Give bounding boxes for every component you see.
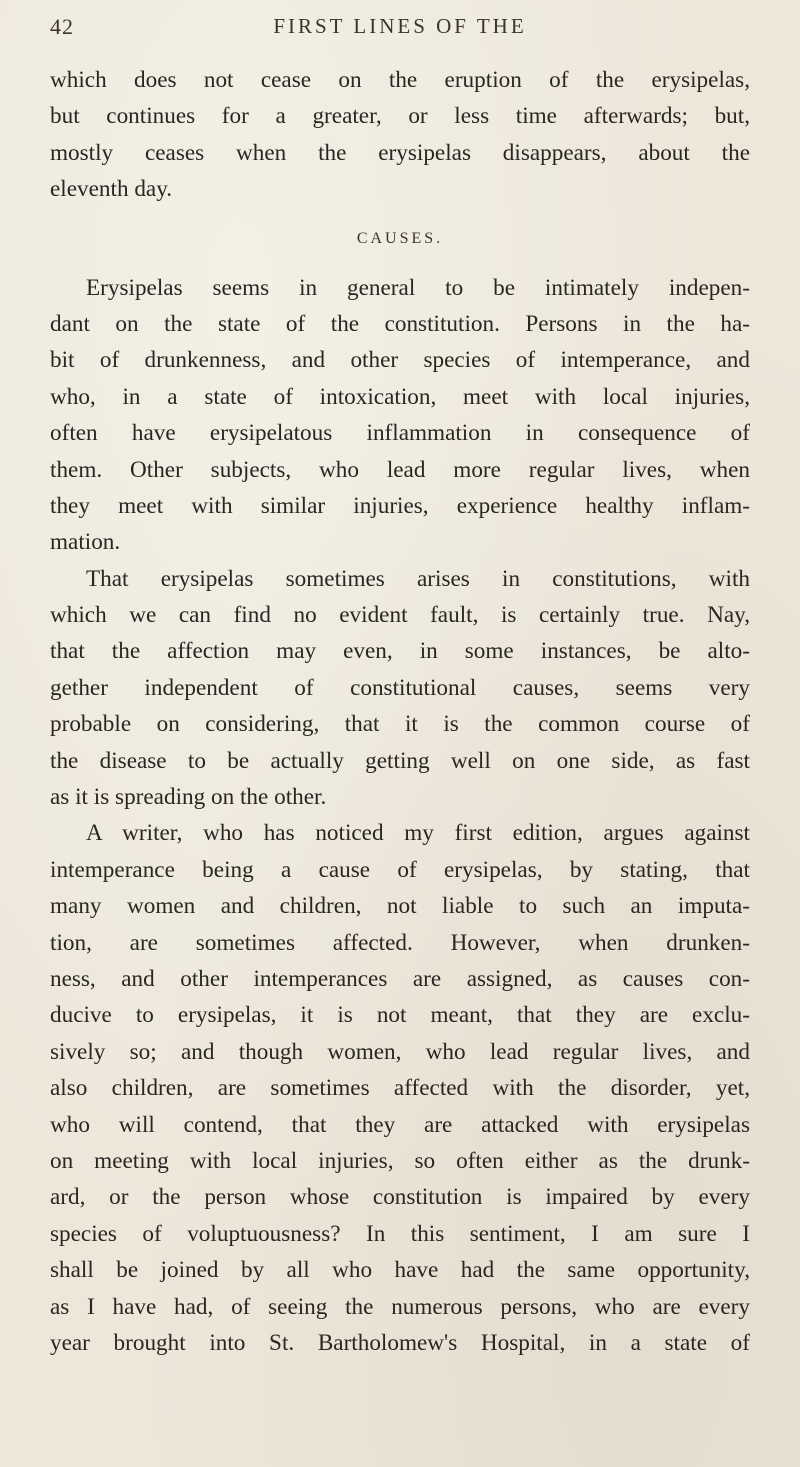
- text-line: them. Other subjects, who lead more regular lives, when: [50, 456, 750, 483]
- text-line: ness, and other intemperances are assigned, as causes con-: [50, 965, 750, 992]
- text-line: intemperance being a cause of erysipelas, by stating, that: [50, 856, 750, 883]
- text-line: species of voluptuousness? In this sentiment, I am sure I: [50, 1220, 750, 1247]
- text-line: mostly ceases when the erysipelas disappears, about the: [50, 139, 750, 166]
- text-line: also children, are sometimes affected with the disorder, yet,: [50, 1075, 750, 1102]
- text-line: ard, or the person whose constitution is impaired by every: [50, 1184, 750, 1211]
- text-line: probable on considering, that it is the common course of: [50, 711, 750, 738]
- text-line: on meeting with local injuries, so often either as the drunk-: [50, 1147, 750, 1174]
- text-line: as I have had, of seeing the numerous persons, who are every: [50, 1293, 750, 1320]
- text-line: year brought into St. Bartholomew's Hospital, in a state of: [50, 1329, 750, 1356]
- text-line: that the affection may even, in some instances, be alto-: [50, 638, 750, 665]
- text-line: which does not cease on the eruption of the erysipelas,: [50, 67, 750, 93]
- text-line: which we can find no evident fault, is certainly true. Nay,: [50, 602, 750, 629]
- paragraph: [50, 561, 750, 816]
- text-line: as it is spreading on the other.: [50, 784, 327, 811]
- text-line: who, in a state of intoxication, meet with local injuries,: [50, 383, 750, 410]
- text-line: who will contend, that they are attacked with erysipelas: [50, 1111, 750, 1138]
- text-line: they meet with similar injuries, experience healthy inflam-: [50, 492, 750, 519]
- paragraph: [50, 815, 750, 1361]
- running-head: [50, 14, 750, 44]
- text-line: but continues for a greater, or less time afterwards; but,: [50, 103, 750, 130]
- section-heading-causes: CAUSES.: [356, 229, 444, 247]
- text-line: That erysipelas sometimes arises in constitutions, with: [86, 565, 750, 592]
- text-line: the disease to be actually getting well on one side, as fast: [50, 747, 750, 774]
- running-title: FIRST LINES OF THE: [273, 14, 527, 38]
- text-line: Erysipelas seems in general to be intimately indepen-: [86, 274, 750, 301]
- text-line: many women and children, not liable to such an imputa-: [50, 893, 750, 920]
- text-line: tion, are sometimes affected. However, when drunken-: [50, 929, 750, 956]
- text-line: mation.: [50, 529, 121, 556]
- continuation-paragraph: [50, 62, 750, 208]
- page-number: 42: [50, 14, 74, 39]
- text-line: often have erysipelatous inflammation in consequence of: [50, 420, 750, 447]
- text-line: dant on the state of the constitution. Persons in the ha-: [50, 310, 750, 337]
- text-line: A writer, who has noticed my first edition, argues against: [86, 820, 750, 847]
- body-text: [50, 62, 750, 1361]
- text-line: eleventh day.: [50, 176, 173, 203]
- text-line: gether independent of constitutional causes, seems very: [50, 674, 750, 701]
- text-line: bit of drunkenness, and other species of intemperance, and: [50, 347, 750, 374]
- text-line: sively so; and though women, who lead regular lives, and: [50, 1038, 750, 1065]
- text-line: shall be joined by all who have had the same opportunity,: [50, 1257, 750, 1284]
- paragraph: [50, 270, 750, 561]
- text-line: ducive to erysipelas, it is not meant, that they are exclu-: [50, 1002, 750, 1029]
